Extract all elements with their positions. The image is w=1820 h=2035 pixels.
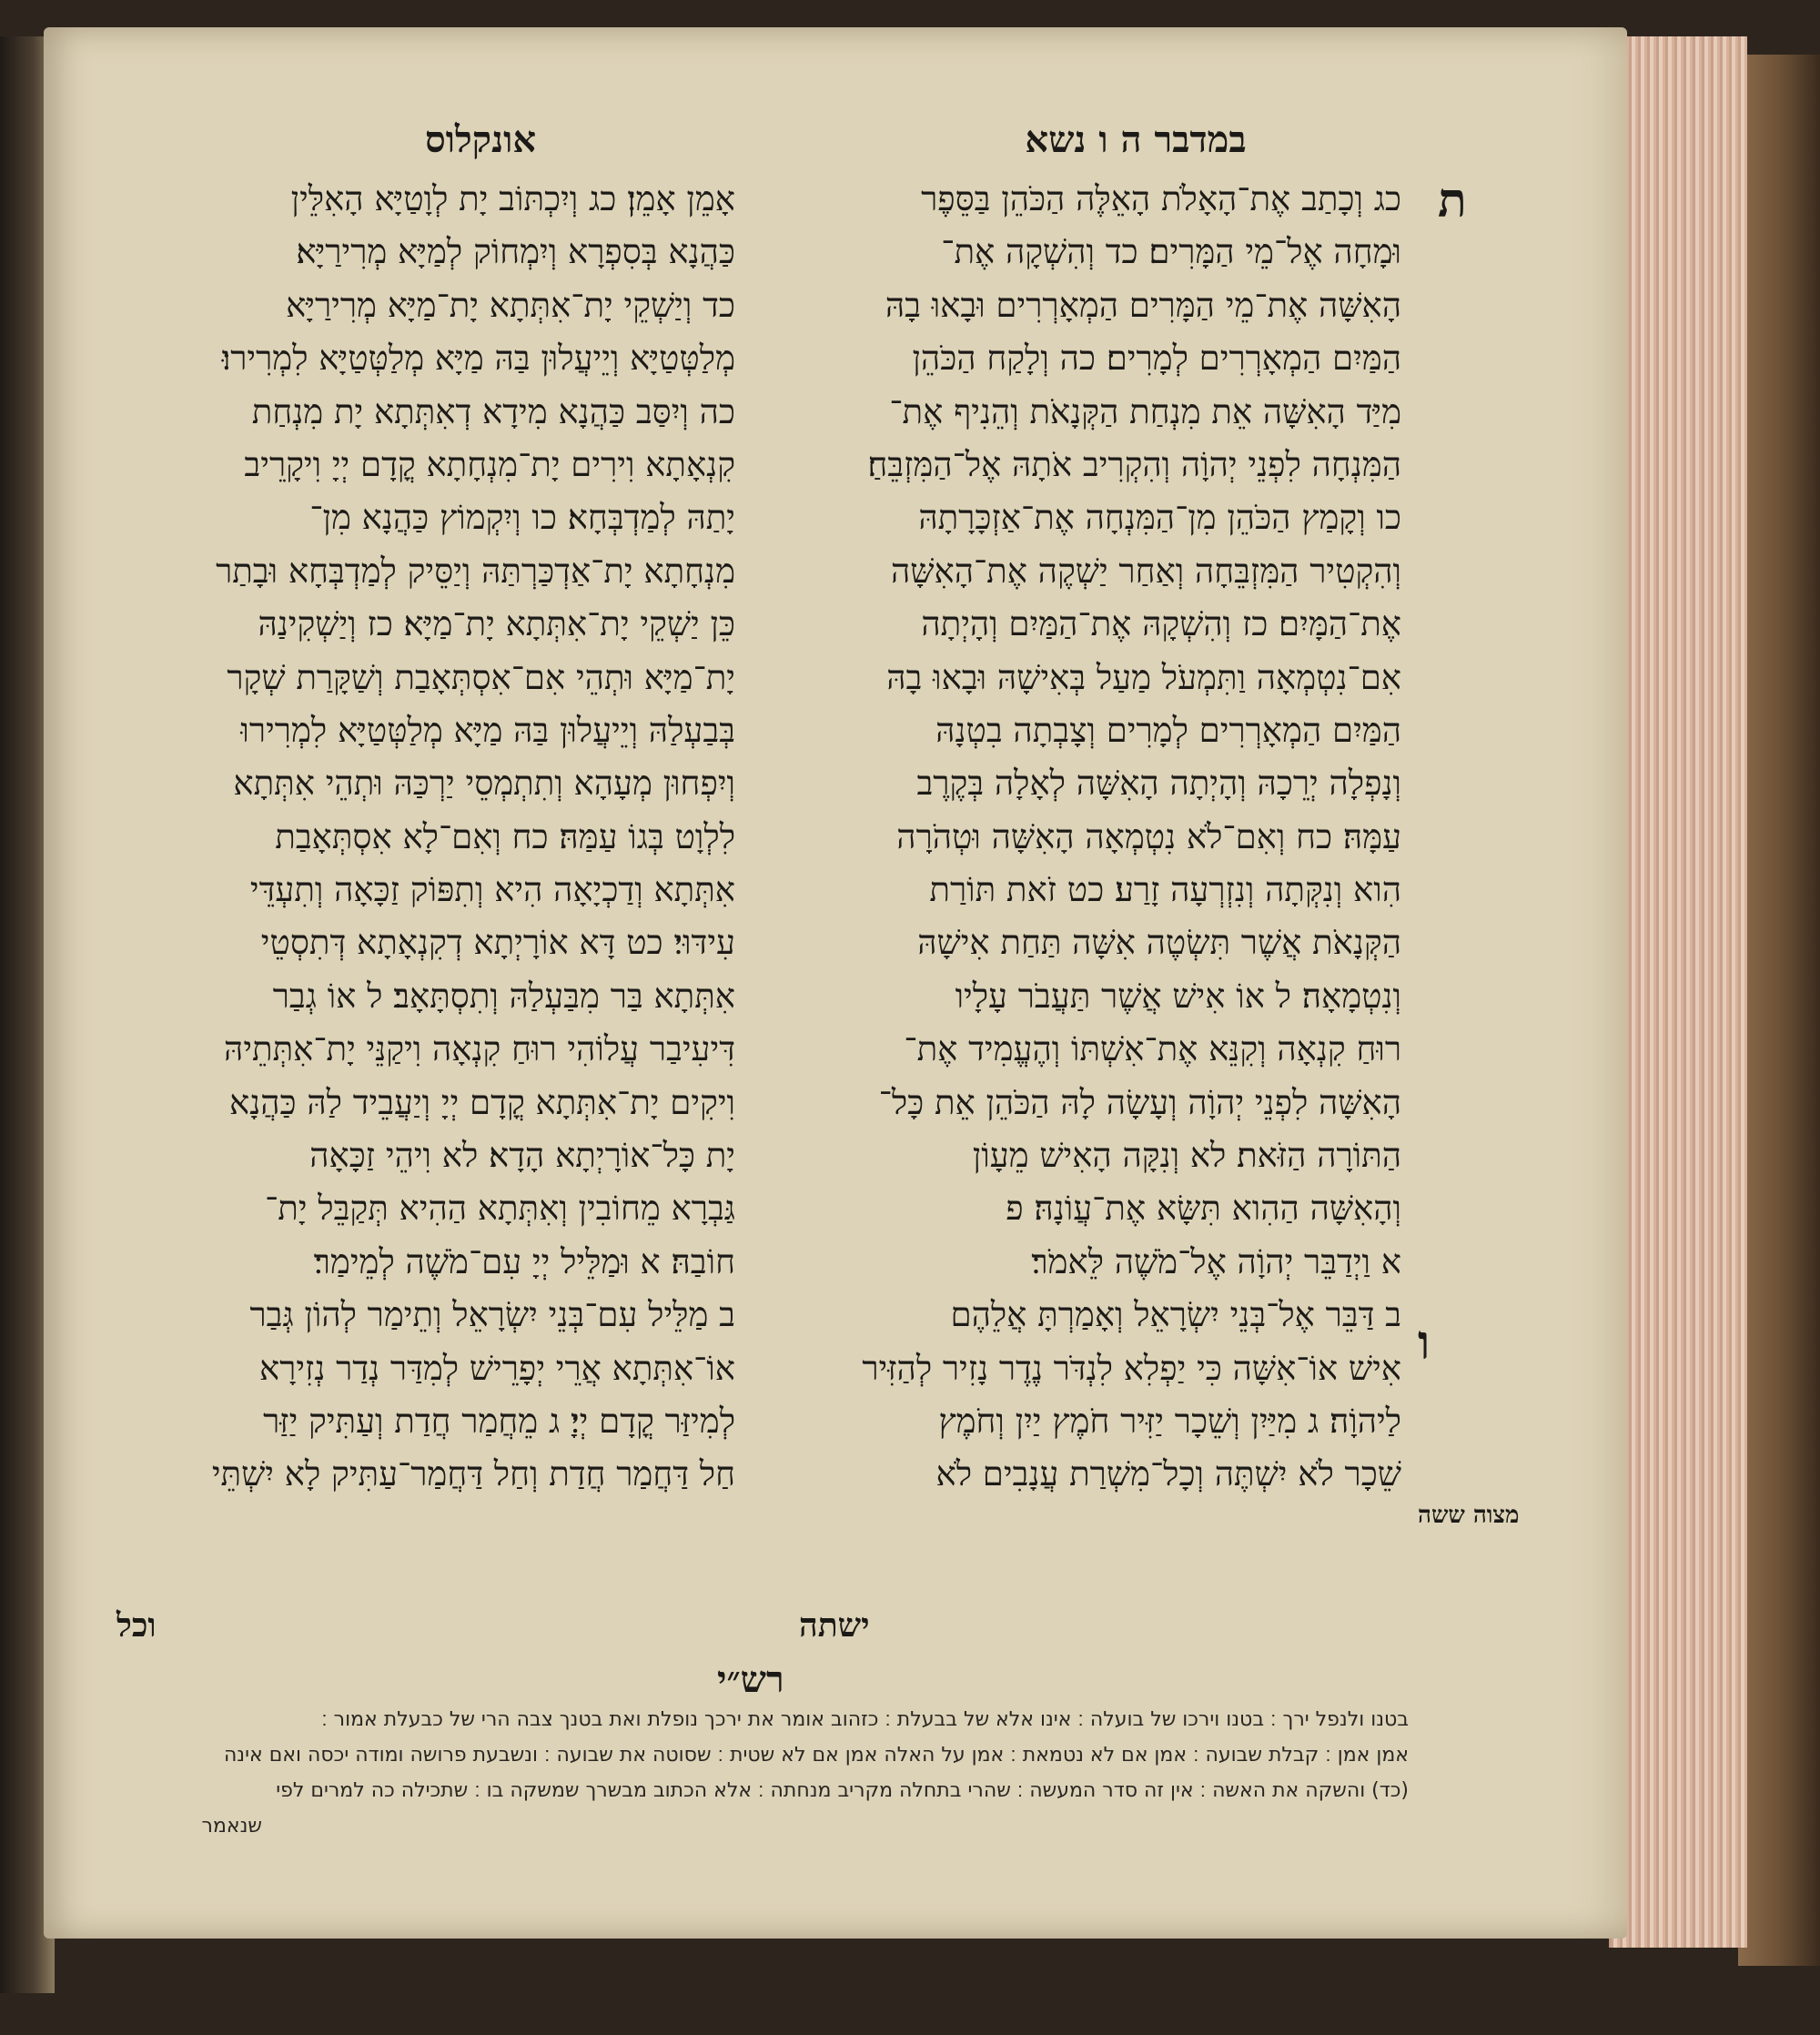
hebrew-line: הַמַּיִם הַמְאָרְרִים לְמָרִים׃ כה וְלָקַח הַכֹּהֵן [912, 339, 1401, 379]
hebrew-line: אֶת־הַמָּיִם׃ כז וְהִשְׁקָהּ אֶת־הַמַּיִם וְהָיְתָה [921, 604, 1401, 644]
hebrew-line: כו וְקָמַץ הַכֹּהֵן מִן־הַמִּנְחָה אֶת־אַזְכָּרָתָהּ [918, 498, 1401, 538]
hebrew-line: מִיַּד הָאִשָּׁה אֵת מִנְחַת הַקְּנָאֹת וְהֵנִיף אֶת־ [889, 391, 1401, 431]
targum-line: גַּבְרָא מֵחוֹבִין וְאִתְּתָא הַהִיא תְּקַבֵּל יָת־ [265, 1189, 735, 1229]
targum-line: חוֹבַהּ׃ א וּמַלֵּיל יְיָ עִם־מֹשֶׁה לְמֵימַר׃ [313, 1241, 735, 1281]
hebrew-line: וְנִטְמָאָה׃ ל אוֹ אִישׁ אֲשֶׁר תַּעֲבֹר עָלָיו [955, 976, 1401, 1016]
targum-line: יָת־מַיָּא וּתְהֵי אִם־אִסְתְּאָבַת וְשַׁקָּרַת שְׁקָר [227, 657, 735, 697]
rashi-heading: רש״י [717, 1658, 784, 1701]
hebrew-line: הִוא וְנִקְּתָה וְנִזְרְעָה זָרַע׃ כט זֹאת תּוֹרַת [929, 870, 1401, 910]
targum-catchword: וכל [116, 1606, 157, 1645]
targum-line: ב מַלֵּיל עִם־בְּנֵי יִשְׂרָאֵל וְתֵימַר לְהוֹן גְּבַר [249, 1295, 735, 1335]
hebrew-line: שֵׁכָר לֹא יִשְׁתֶּה וְכָל־מִשְׁרַת עֲנָבִים לֹא [935, 1454, 1401, 1494]
hebrew-line: הָאִשָּׁה אֶת־מֵי הַמָּרִים הַמְאָרְרִים וּבָאוּ בָהּ [885, 285, 1401, 325]
hebrew-line: ב דַּבֵּר אֶל־בְּנֵי יִשְׂרָאֵל וְאָמַרְתָּ אֲלֵהֶם [950, 1295, 1401, 1335]
targum-line: עִידּוּי׃ כט דָּא אוֹרָיְתָא דְקִנְאָתָא דְּתִסְטֵי [260, 923, 735, 963]
targum-line: כה וְיִסַּב כַּהֲנָא מִידָא דְאִתְּתָא יָת מִנְחַת [251, 391, 735, 431]
targum-line: אָמֵן אָמֵן׃ כג וְיִכְתּוֹב יָת לְוָטַיָּא הָאִלֵּין [290, 179, 735, 218]
targum-line: קִנְאָתָא וִירִים יָת־מִנְחָתָא קֳדָם יְיָ וִיקָרֵיב [244, 444, 735, 484]
running-head-right: במדבר ה ו נשא [1025, 118, 1247, 161]
targum-line: לְמִיזַּר קֳדָם יְיָ׃ ג מֵחֲמַר חֲדַת וְעַתִּיק יַזַּר [263, 1401, 735, 1441]
hebrew-line: אִם־נִטְמְאָה וַתִּמְעֹל מַעַל בְּאִישָׁהּ וּבָאוּ בָהּ [886, 657, 1401, 697]
rashi-commentary [62, 1702, 1409, 1844]
rashi-line: שנאמר [201, 1815, 262, 1838]
targum-text-column [62, 173, 735, 1502]
targum-line: יָתַהּ לְמַדְבְּחָא׃ כו וְיִקְמוֹץ כַּהֲנָא מִן־ [309, 498, 735, 538]
targum-line: כַּהֲנָא בְּסִפְרָא וְיִמְחוֹק לְמַיָּא מְרִירַיָּא׃ [296, 232, 735, 272]
hebrew-line: הַקְּנָאֹת אֲשֶׁר תִּשְׂטֶה אִשָּׁה תַּחַת אִישָׁהּ [917, 923, 1401, 963]
targum-line: וְיִפְחוּן מְעָהָא וְתִתְמְסֵי יַרְכַּהּ וּתְהֵי אִתְּתָא [233, 764, 735, 804]
targum-line: כד וְיַשְׁקֵי יָת־אִתְּתָא יָת־מַיָּא מְרִירַיָּא [286, 285, 735, 325]
chapter-marker-tav: ת [1438, 173, 1467, 228]
hebrew-line: וְנָפְלָה יְרֵכָהּ וְהָיְתָה הָאִשָּׁה לְאָלָה בְּקֶרֶב [916, 764, 1401, 804]
hebrew-line: הַמִּנְחָה לִפְנֵי יְהוָֹה וְהִקְרִיב אֹתָהּ אֶל־הַמִּזְבֵּחַ׃ [867, 444, 1401, 484]
targum-line: מְלַטְּטַיָּא וְיֵיעֲלוּן בַּהּ מַיָּא מְלַטְּטַיָּא לִמְרִירוּ׃ [221, 339, 735, 379]
book-page [44, 27, 1627, 1939]
hebrew-line: לַיהוָֹה׃ ג מִיַּיִן וְשֵׁכָר יַזִּיר חֹמֶץ יַיִן וְחֹמֶץ [938, 1401, 1401, 1441]
hebrew-line: וְהָאִשָּׁה הַהִוא תִּשָּׂא אֶת־עֲוֹנָהּ׃ פ [1006, 1189, 1401, 1229]
targum-line: בְּבַעְלַהּ וְיֵיעֲלוּן בַּהּ מַיָּא מְלַטְּטַיָּא לִמְרִירוּ [240, 710, 735, 750]
targum-line: אִתְּתָא וְדַכְיָאָה הִיא וְתִפּוֹק זַכָּאָה וְתִעְדֵּי [249, 870, 735, 910]
chapter-marker-vav: ו [1418, 1315, 1431, 1371]
hebrew-line: א וַיְדַבֵּר יְהוָֹה אֶל־מֹשֶׁה לֵּאמֹר׃ [1031, 1241, 1401, 1281]
hebrew-line: וּמָחָה אֶל־מֵי הַמָּרִים׃ כד וְהִשְׁקָה אֶת־ [941, 232, 1401, 272]
hebrew-line: עַמָּהּ׃ כח וְאִם־לֹא נִטְמְאָה הָאִשָּׁה וּטְהֹרָה [896, 816, 1401, 856]
hebrew-line: וְהִקְטִיר הַמִּזְבֵּחָה וְאַחַר יַשְׁקֶה אֶת־הָאִשָּׁה [891, 551, 1401, 591]
targum-line: לִלְוָט בְּגוֹ עַמַּהּ׃ כח וְאִם־לָא אִסְתְּאָבַת [275, 816, 735, 856]
targum-line: דִּיעִיבַר עֲלוֹהִי רוּחַ קִנְאָה וִיקַנֵּי יָת־אִתְּתֵיהּ [224, 1029, 735, 1069]
hebrew-line: הַמַּיִם הַמְאָרְרִים לְמָרִים וְצָבְתָה בִטְנָהּ [935, 710, 1401, 750]
hebrew-line: הָאִשָּׁה לִפְנֵי יְהוָֹה וְעָשָׂה לָהּ הַכֹּהֵן אֵת כָּל־ [878, 1082, 1401, 1122]
targum-line: וִיקִים יָת־אִתְּתָא קֳדָם יְיָ וְיַעֲבֵיד לַהּ כַּהֲנָא [228, 1082, 735, 1122]
targum-line: חַל דַּחֲמַר חֲדַת וְחַל דַּחֲמַר־עַתִּיק לָא יִשְׁתֵּי [211, 1454, 735, 1494]
hebrew-line: כג וְכָתַב אֶת־הָאָלֹת הָאֵלֶּה הַכֹּהֵן בַּסֵּפֶר [921, 179, 1401, 218]
mitzvah-side-note: מצוה ששה [1418, 1502, 1520, 1529]
page-edges [1609, 36, 1747, 1948]
hebrew-line: רוּחַ קִנְאָה וְקִנֵּא אֶת־אִשְׁתּוֹ וְהֶעֱמִיד אֶת־ [904, 1029, 1401, 1069]
rashi-line: בטנו ולנפל ירך ׃ בטנו וירכו של בועלה ׃ אינו אלא של בבעלת ׃ כזהוב אומר את ירכך נופלת ואת בטנך צבה הרי של כבעלת אמור ׃ [321, 1708, 1409, 1731]
hebrew-text-column [764, 173, 1401, 1502]
rashi-line: (כד) והשקה את האשה ׃ אין זה סדר המעשה ׃ שהרי בתחלה מקריב מנחתה ׃ אלא הכתוב מבשרך שמשקה בו ׃ שתכילה כה למרים לפי [276, 1779, 1409, 1802]
hebrew-catchword: ישתה [799, 1606, 870, 1645]
hebrew-line: הַתּוֹרָה הַזֹּאת׃ לא וְנִקָּה הָאִישׁ מֵעָוֹן [972, 1136, 1401, 1176]
targum-line: יָת כָּל־אוֹרָיְתָא הָדָא׃ לא וִיהֵי זַכָּאָה [309, 1136, 735, 1176]
targum-line: מִנְחָתָא יָת־אַדְכַּרְתַּהּ וְיַסֵּיק לְמַדְבְּחָא וּבָתַר [216, 551, 735, 591]
hebrew-line: אִישׁ אוֹ־אִשָּׁה כִּי יַפְלִא לִנְדֹּר נֶדֶר נָזִיר לְהַזִּיר [862, 1348, 1401, 1388]
targum-line: אוֹ־אִתְּתָא אֲרֵי יְפָרֵישׁ לְמִדַּר נְדַר נְזִירָא [258, 1348, 735, 1388]
book-cover-edge [1738, 55, 1820, 1966]
running-head-left: אונקלוס [424, 118, 537, 161]
rashi-line: אמן אמן ׃ קבלת שבועה ׃ אמן אם לא נטמאת ׃ אמן על האלה אמן אם לא שטית ׃ שסוטה את שבועה ׃ ונשבעת פרושה ומודה יכסה ואם אינה [223, 1744, 1409, 1767]
targum-line: אִתְּתָא בַּר מִבַּעְלַהּ וְתִסְתָּאָב׃ ל אוֹ גְבַר [272, 976, 735, 1016]
targum-line: כֵּן יַשְׁקֵי יָת־אִתְּתָא יָת־מַיָּא׃ כז וְיַשְׁקִינַהּ [258, 604, 735, 644]
